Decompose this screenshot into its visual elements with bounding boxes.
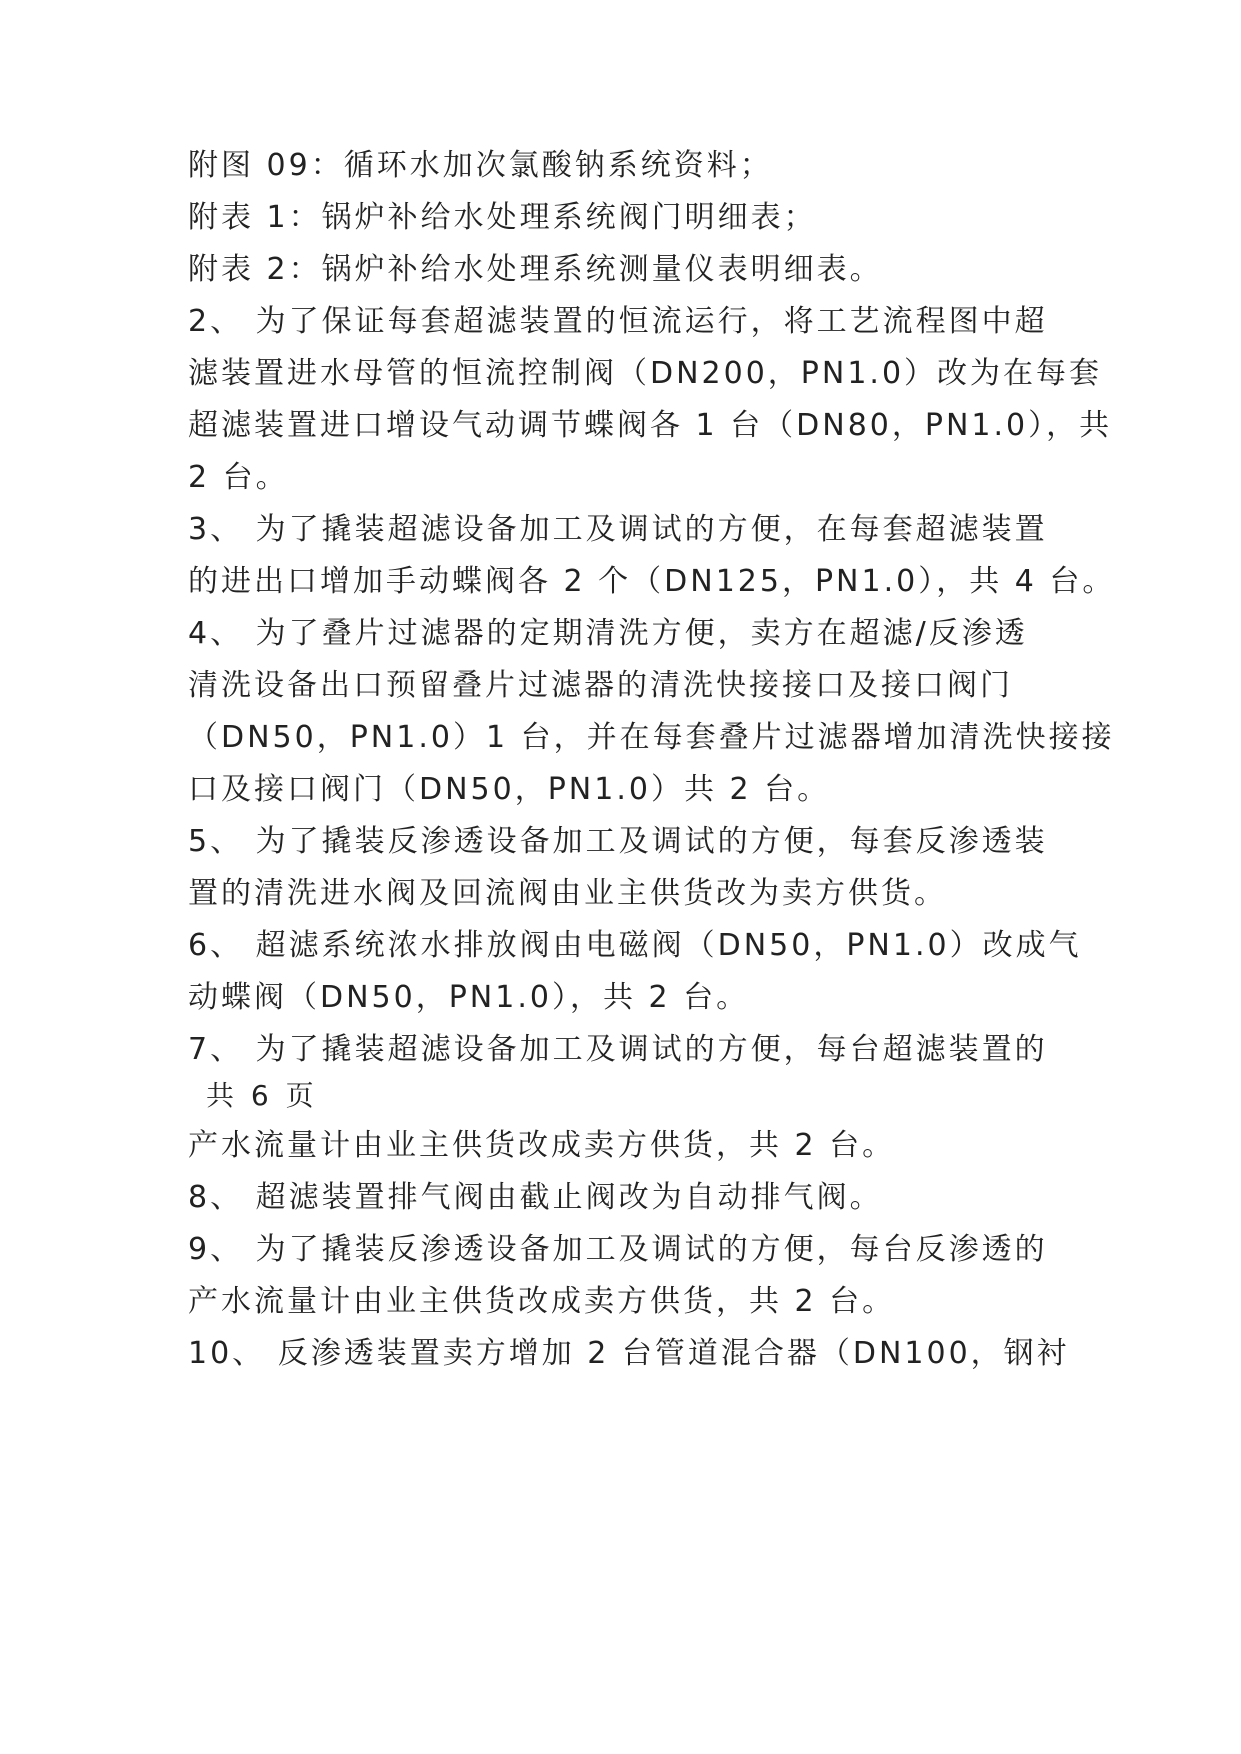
- text-line: 动蝶阀（DN50，PN1.0），共 2 台。: [188, 980, 750, 1015]
- page-count-footer: 共 6 页: [206, 1079, 318, 1112]
- text-line: 9、 为了撬装反渗透设备加工及调试的方便，每台反渗透的: [188, 1232, 1048, 1267]
- text-line: 4、 为了叠片过滤器的定期清洗方便，卖方在超滤/反渗透: [188, 616, 1028, 651]
- text-line: 口及接口阀门（DN50，PN1.0）共 2 台。: [188, 772, 831, 807]
- text-line: 7、 为了撬装超滤设备加工及调试的方便，每台超滤装置的: [188, 1032, 1048, 1067]
- text-line: 的进出口增加手动蝶阀各 2 个（DN125，PN1.0），共 4 台。: [188, 564, 1116, 599]
- text-line: 8、 超滤装置排气阀由截止阀改为自动排气阀。: [188, 1180, 883, 1215]
- text-line: 产水流量计由业主供货改成卖方供货，共 2 台。: [188, 1128, 896, 1163]
- text-line: 产水流量计由业主供货改成卖方供货，共 2 台。: [188, 1284, 896, 1319]
- text-line: 清洗设备出口预留叠片过滤器的清洗快接接口及接口阀门: [188, 668, 1013, 703]
- text-line: 3、 为了撬装超滤设备加工及调试的方便，在每套超滤装置: [188, 512, 1048, 547]
- text-line: 超滤装置进口增设气动调节蝶阀各 1 台（DN80，PN1.0），共: [188, 408, 1113, 443]
- text-line: 附表 1：锅炉补给水处理系统阀门明细表；: [188, 200, 817, 235]
- text-line: （DN50，PN1.0）1 台，并在每套叠片过滤器增加清洗快接接: [188, 720, 1115, 755]
- text-line: 附表 2：锅炉补给水处理系统测量仪表明细表。: [188, 252, 883, 287]
- text-line: 滤装置进水母管的恒流控制阀（DN200，PN1.0）改为在每套: [188, 356, 1103, 391]
- text-line: 附图 09：循环水加次氯酸钠系统资料；: [188, 148, 773, 183]
- text-line: 6、 超滤系统浓水排放阀由电磁阀（DN50，PN1.0）改成气: [188, 928, 1082, 963]
- text-line: 10、 反渗透装置卖方增加 2 台管道混合器（DN100，钢衬: [188, 1336, 1070, 1371]
- text-line: 置的清洗进水阀及回流阀由业主供货改为卖方供货。: [188, 876, 947, 911]
- text-line: 2 台。: [188, 460, 289, 495]
- text-line: 5、 为了撬装反渗透设备加工及调试的方便，每套反渗透装: [188, 824, 1048, 859]
- text-line: 2、 为了保证每套超滤装置的恒流运行，将工艺流程图中超: [188, 304, 1048, 339]
